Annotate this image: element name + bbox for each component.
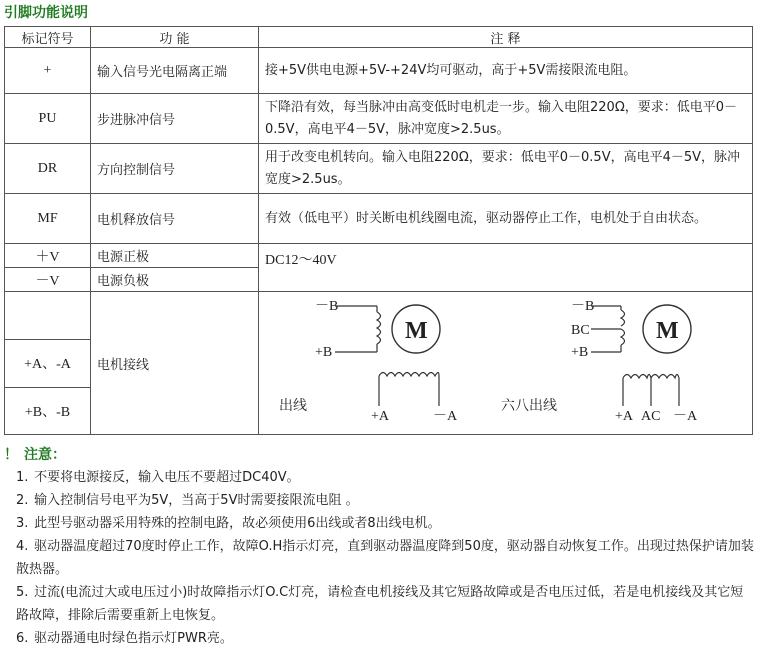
wiring-diagram-cell bbox=[259, 292, 753, 435]
header-function: 功 能 bbox=[91, 27, 259, 48]
note-text: 输入控制信号电平为5V，当高于5V时需要接限流电阻 。 bbox=[34, 493, 359, 508]
row-symbol: + bbox=[5, 48, 91, 94]
row-symbol: DR bbox=[5, 144, 91, 194]
table-row bbox=[5, 244, 753, 268]
row-note: 下降沿有效，每当脉冲由高变低时电机走一步。输入电阻220Ω，要求：低电平0－0.5V，高电平4－5V，脉冲宽度>2.5us。 bbox=[259, 94, 753, 144]
row-function: 电机释放信号 bbox=[91, 194, 259, 244]
row-symbol: +B、-B bbox=[5, 387, 91, 434]
label-bc: BC bbox=[571, 323, 590, 338]
caption-6-8-wire: 六八出线 bbox=[501, 399, 557, 414]
motor-label: M bbox=[656, 318, 679, 344]
label-plus-a: +A bbox=[371, 409, 390, 424]
row-symbol: MF bbox=[5, 194, 91, 244]
table-row bbox=[5, 48, 753, 94]
note-number: 6. bbox=[16, 631, 29, 646]
note-item bbox=[16, 489, 756, 512]
note-number: 1. bbox=[16, 470, 29, 485]
note-number: 4. bbox=[16, 539, 29, 554]
row-symbol: +A、-A bbox=[5, 340, 91, 387]
label-plus-b: +B bbox=[315, 345, 333, 360]
row-symbol: ＋V bbox=[5, 244, 91, 268]
label-minus-b: －B bbox=[315, 299, 339, 314]
row-function: 电源负极 bbox=[91, 268, 259, 292]
note-item bbox=[16, 512, 756, 535]
label-plus-a: +A bbox=[615, 409, 634, 424]
label-minus-a: －A bbox=[433, 409, 458, 424]
note-text: 过流(电流过大或电压过小)时故障指示灯O.C灯亮，请检查电机接线及其它短路故障或是否电压过低，若是电机接线及其它短路故障，排除后需要重新上电恢复。 bbox=[16, 585, 744, 623]
section-title: 引脚功能说明 bbox=[4, 5, 88, 21]
table-header-row bbox=[5, 27, 753, 48]
notes-title-text: 注意： bbox=[24, 447, 66, 463]
note-text: 驱动器温度超过70度时停止工作，故障O.H指示灯亮，直到驱动器温度降到50度，驱动器自动恢复工作。出现过热保护请加装散热器。 bbox=[16, 539, 754, 577]
motor-label: M bbox=[405, 318, 428, 344]
table-row bbox=[5, 144, 753, 194]
table-row bbox=[5, 194, 753, 244]
note-number: 2. bbox=[16, 493, 29, 508]
wiring-diagrams bbox=[259, 292, 749, 434]
note-text: 驱动器通电时绿色指示灯PWR亮。 bbox=[34, 631, 233, 646]
table-row bbox=[5, 94, 753, 144]
row-symbol bbox=[5, 292, 91, 340]
pin-function-table bbox=[4, 26, 753, 435]
label-ac: AC bbox=[641, 409, 661, 424]
row-symbol: －V bbox=[5, 268, 91, 292]
note-text: 不要将电源接反，输入电压不要超过DC40V。 bbox=[34, 470, 300, 485]
header-note: 注 释 bbox=[259, 27, 753, 48]
row-note: 有效（低电平）时关断电机线圈电流，驱动器停止工作，电机处于自由状态。 bbox=[259, 194, 753, 244]
note-item bbox=[16, 466, 756, 489]
row-function: 输入信号光电隔离正端 bbox=[91, 48, 259, 94]
row-note: 用于改变电机转向。输入电阻220Ω，要求：低电平0－0.5V，高电平4－5V，脉冲宽度>2.5us。 bbox=[259, 144, 753, 194]
caption-4-wire: 出线 bbox=[279, 399, 307, 414]
note-number: 5. bbox=[16, 585, 29, 600]
power-note: DC12～40V bbox=[259, 244, 753, 292]
row-symbol: PU bbox=[5, 94, 91, 144]
note-number: 3. bbox=[16, 516, 29, 531]
warning-icon: ！ bbox=[4, 447, 18, 463]
row-function: 步进脉冲信号 bbox=[91, 94, 259, 144]
row-function: 方向控制信号 bbox=[91, 144, 259, 194]
note-text: 此型号驱动器采用特殊的控制电路，故必须使用6出线或者8出线电机。 bbox=[34, 516, 441, 531]
note-item bbox=[16, 535, 756, 581]
notes-list bbox=[16, 466, 756, 650]
table-row bbox=[5, 292, 753, 340]
note-item bbox=[16, 627, 756, 650]
label-minus-b: －B bbox=[571, 299, 595, 314]
row-function: 电源正极 bbox=[91, 244, 259, 268]
label-plus-b: +B bbox=[571, 345, 589, 360]
row-function: 电机接线 bbox=[91, 292, 259, 435]
note-item bbox=[16, 581, 756, 627]
row-note: 接+5V供电电源+5V-+24V均可驱动，高于+5V需接限流电阻。 bbox=[259, 48, 753, 94]
header-symbol: 标记符号 bbox=[5, 27, 91, 48]
label-minus-a: －A bbox=[673, 409, 698, 424]
notes-title bbox=[4, 444, 66, 464]
